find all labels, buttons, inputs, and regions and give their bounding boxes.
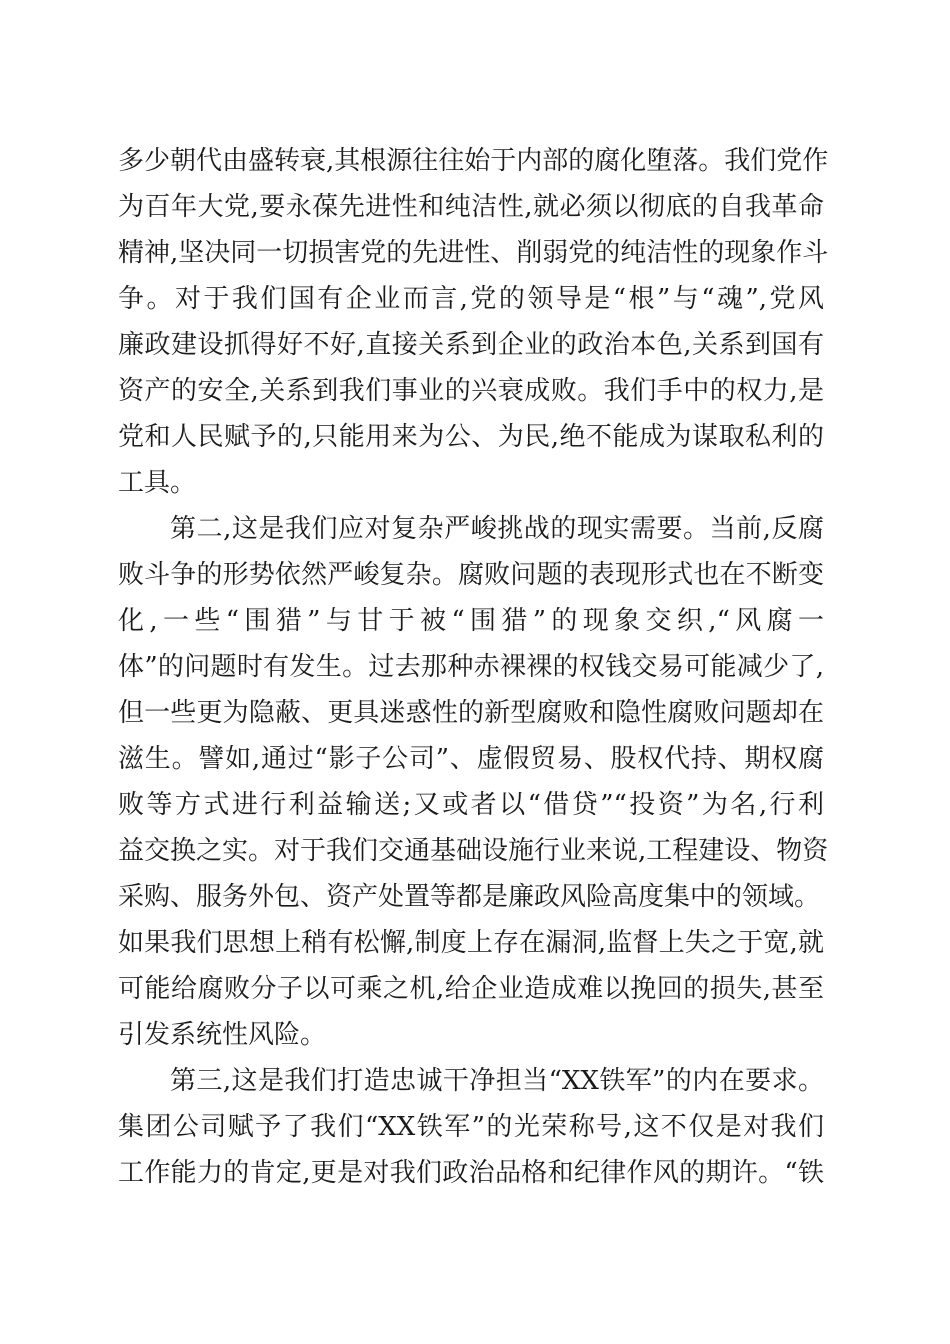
- text-line: 如果我们思想上稍有松懈,制度上存在漏洞,监督上失之于宽,就: [118, 928, 824, 958]
- text-line: 精神,坚决同一切损害党的先进性、削弱党的纯洁性的现象作斗: [118, 238, 829, 268]
- text-line: 为百年大党,要永葆先进性和纯洁性,就必须以彻底的自我革命: [118, 192, 824, 222]
- text-line: 败斗争的形势依然严峻复杂。腐败问题的表现形式也在不断变: [118, 560, 824, 590]
- text-line: 第三,这是我们打造忠诚干净担当“XX铁军”的内在要求。: [170, 1066, 824, 1096]
- text-line: 引发系统性风险。: [118, 1020, 327, 1050]
- text-line: 集团公司赋予了我们“XX铁军”的光荣称号,这不仅是对我们: [118, 1112, 824, 1142]
- text-line: 多少朝代由盛转衰,其根源往往始于内部的腐化堕落。我们党作: [118, 146, 829, 176]
- text-line: 体”的问题时有发生。过去那种赤裸裸的权钱交易可能减少了,: [118, 652, 824, 682]
- text-line: 可能给腐败分子以可乘之机,给企业造成难以挽回的损失,甚至: [118, 974, 824, 1004]
- text-line: 第二,这是我们应对复杂严峻挑战的现实需要。当前,反腐: [170, 514, 824, 544]
- text-line: 党和人民赋予的,只能用来为公、为民,绝不能成为谋取私利的: [118, 422, 824, 452]
- text-line: 滋生。譬如,通过“影子公司”、虚假贸易、股权代持、期权腐: [118, 744, 824, 774]
- text-line: 资产的安全,关系到我们事业的兴衰成败。我们手中的权力,是: [118, 376, 824, 406]
- text-line: 益交换之实。对于我们交通基础设施行业来说,工程建设、物资: [118, 836, 829, 866]
- text-line: 采购、服务外包、资产处置等都是廉政风险高度集中的领域。: [118, 882, 821, 912]
- text-line: 廉政建设抓得好不好,直接关系到企业的政治本色,关系到国有: [118, 330, 824, 360]
- text-line: 但一些更为隐蔽、更具迷惑性的新型腐败和隐性腐败问题却在: [118, 698, 824, 728]
- text-line: 工作能力的肯定,更是对我们政治品格和纪律作风的期许。“铁: [118, 1158, 824, 1188]
- text-line: 工具。: [118, 468, 197, 498]
- text-line: 争。对于我们国有企业而言,党的领导是“根”与“魂”,党风: [118, 284, 824, 314]
- text-line: 化,一些“围猎”与甘于被“围猎”的现象交织,“风腐一: [118, 606, 824, 636]
- text-line: 败等方式进行利益输送;又或者以“借贷”“投资”为名,行利: [118, 790, 824, 820]
